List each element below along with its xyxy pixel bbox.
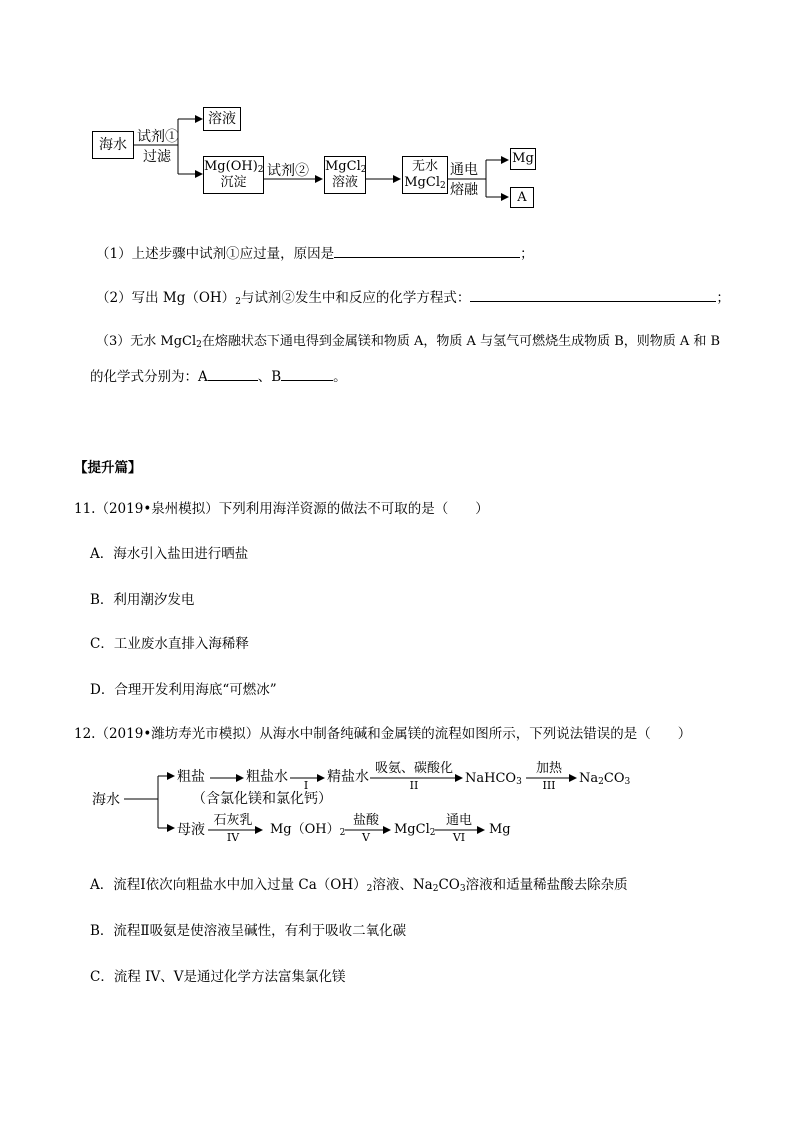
section-heading: 【提升篇】 bbox=[74, 460, 142, 476]
fd2-step2: II bbox=[409, 779, 419, 792]
fd2-step5: V bbox=[362, 831, 370, 844]
label-electrify: 通电 bbox=[450, 162, 478, 178]
q10-part3-line1: （3）无水 MgCl$_2$在熔融状态下通电得到金属镁和物质 A，物质 A 与氢气可燃烧生成物质 B，则物质 A 和 B bbox=[96, 334, 721, 350]
box-anhydrous-mgcl2: 无水 MgCl$_2$ bbox=[402, 156, 448, 194]
box-mgcl2-solution: MgCl$_2$ 溶液 bbox=[324, 156, 366, 194]
q12-option-a[interactable]: A．流程Ⅰ依次向粗盐水中加入过量 $Ca(OH)_2$溶液、$Na_2CO_3$溶液和适量稀盐酸去除杂质 bbox=[90, 877, 628, 894]
fd2-mg: Mg bbox=[489, 822, 511, 837]
label-melt: 熔融 bbox=[450, 182, 478, 198]
fd2-na2co3: $Na_2CO_3$ bbox=[579, 771, 631, 787]
fd2-crude-brine: 粗盐水 bbox=[246, 769, 288, 785]
q11-option-a[interactable]: A．海水引入盐田进行晒盐 bbox=[90, 546, 249, 562]
fd2-impurity-note: （含氯化镁和氯化钙） bbox=[192, 791, 332, 807]
q10-part3-line2: 的化学式分别为：A 、B 。 bbox=[90, 366, 347, 386]
label-reagent2: 试剂② bbox=[267, 163, 309, 179]
q10-part1: （1）上述步骤中试剂①应过量，原因是 ； bbox=[96, 243, 534, 263]
fd2-step3-condition: 加热 bbox=[535, 761, 562, 776]
q10-part2: （2）写出 $Mg(OH)_2$与试剂②发生中和反应的化学方程式： ； bbox=[96, 287, 730, 307]
fd2-step6: VI bbox=[452, 831, 466, 844]
box-mgoh2: $Mg(OH)_2$ 沉淀 bbox=[203, 156, 264, 194]
fd2-step4: IV bbox=[226, 831, 240, 844]
box-solution: 溶液 bbox=[203, 107, 241, 131]
q12-stem: 12.（2019•潍坊寿光市模拟）从海水中制备纯碱和金属镁的流程如图所示，下列说法错误的是（ ） bbox=[74, 726, 692, 742]
q11-option-d[interactable]: D．合理开发利用海底“可燃冰” bbox=[90, 682, 277, 698]
fd2-seawater: 海水 bbox=[92, 792, 120, 808]
fd2-mother-liquor: 母液 bbox=[177, 822, 205, 838]
box-a: A bbox=[510, 187, 534, 208]
fd2-mgcl2: MgCl$_2$ bbox=[394, 822, 436, 838]
q11-option-c[interactable]: C．工业废水直排入海稀释 bbox=[90, 636, 249, 652]
fd2-step5-condition: 盐酸 bbox=[352, 813, 379, 828]
box-seawater: 海水 bbox=[92, 131, 134, 159]
fd2-refined-brine: 精盐水 bbox=[327, 769, 369, 785]
fd2-step6-condition: 通电 bbox=[445, 813, 472, 828]
q11-option-b[interactable]: B．利用潮汐发电 bbox=[90, 592, 195, 608]
q12-option-b[interactable]: B．流程Ⅱ吸氨是使溶液呈碱性，有利于吸收二氧化碳 bbox=[90, 923, 407, 939]
fd2-step1: I bbox=[303, 779, 309, 792]
box-mg: Mg bbox=[510, 148, 536, 170]
fd2-crude-salt: 粗盐 bbox=[177, 769, 205, 785]
fd2-step4-condition: 石灰乳 bbox=[213, 813, 253, 828]
label-reagent1: 试剂① bbox=[137, 129, 179, 145]
q11-stem: 11.（2019•泉州模拟）下列利用海洋资源的做法不可取的是（ ） bbox=[74, 501, 489, 517]
fd2-nahco3: NaHCO$_3$ bbox=[465, 771, 522, 787]
fd2-step3: III bbox=[542, 779, 556, 792]
fd2-step2-condition: 吸氨、碳酸化 bbox=[374, 761, 453, 776]
fd2-mgoh2: $Mg(OH)_2$ bbox=[270, 822, 346, 838]
q12-option-c[interactable]: C．流程 IV、V是通过化学方法富集氯化镁 bbox=[90, 969, 346, 985]
label-filter: 过滤 bbox=[143, 149, 171, 165]
